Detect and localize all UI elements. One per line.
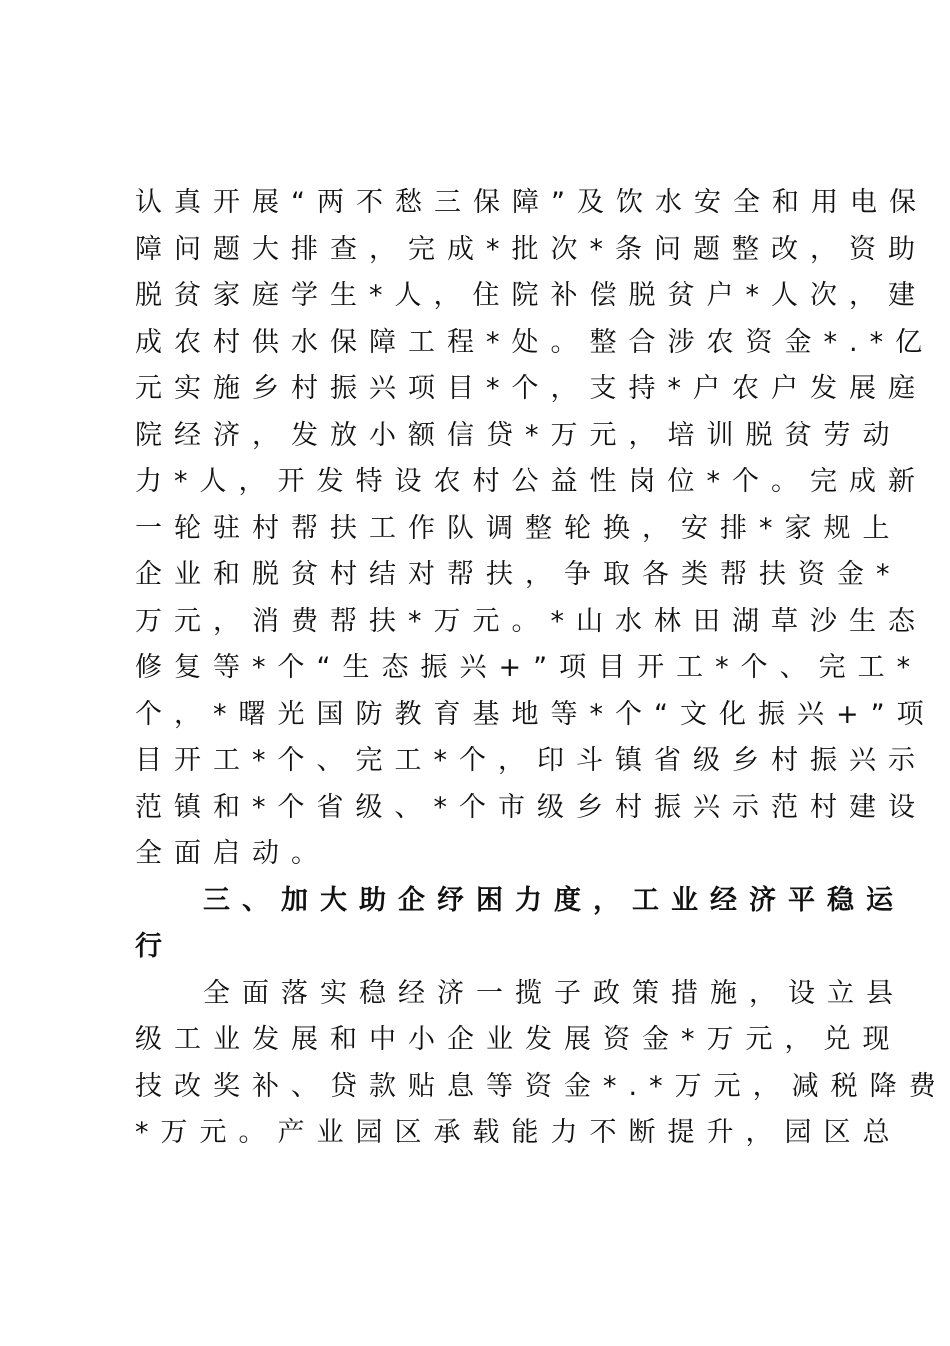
text-line: 元实施乡村振兴项目*个，支持*户农户发展庭 bbox=[135, 373, 927, 404]
text-line: 范镇和*个省级、*个市级乡村振兴示范村建设 bbox=[135, 791, 927, 823]
text-line: 企业和脱贫村结对帮扶，争取各类帮扶资金* bbox=[135, 559, 902, 590]
text-line: 脱贫家庭学生*人，住院补偿脱贫户*人次，建 bbox=[135, 280, 927, 311]
text-line: 万元，消费帮扶*万元。*山水林田湖草沙生态 bbox=[135, 605, 927, 637]
paragraph-industrial-economy bbox=[135, 971, 948, 1157]
heading-line: 行 bbox=[135, 931, 174, 962]
text-line: 级工业发展和中小企业发展资金*万元，兑现 bbox=[135, 1024, 902, 1055]
text-line: 技改奖补、贷款贴息等资金*.*万元，减税降费 bbox=[135, 1070, 948, 1102]
text-line: 成农村供水保障工程*处。整合涉农资金*.*亿 bbox=[135, 326, 935, 358]
heading-line: 三、加大助企纾困力度，工业经济平稳运 bbox=[203, 884, 905, 916]
text-line: 全面落实稳经济一揽子政策措施，设立县 bbox=[203, 977, 905, 1009]
text-line: 认真开展“两不愁三保障”及饮水安全和用电保 bbox=[135, 187, 928, 218]
text-line: 院经济，发放小额信贷*万元，培训脱贫劳动 bbox=[135, 419, 902, 451]
section-heading bbox=[135, 878, 905, 971]
text-line: 力*人，开发特设农村公益性岗位*个。完成新 bbox=[135, 466, 927, 497]
text-line: 修复等*个“生态振兴+”项目开工*个、完工* bbox=[135, 652, 923, 683]
text-line: 障问题大排查，完成*批次*条问题整改，资助 bbox=[135, 233, 927, 265]
text-line: 全面启动。 bbox=[135, 838, 330, 869]
text-line: 一轮驻村帮扶工作队调整轮换，安排*家规上 bbox=[135, 512, 902, 544]
text-line: 个，*曙光国防教育基地等*个“文化振兴+”项 bbox=[135, 698, 936, 730]
text-line: 目开工*个、完工*个，印斗镇省级乡村振兴示 bbox=[135, 745, 927, 776]
paragraph-rural-revitalization bbox=[135, 180, 936, 878]
text-line: *万元。产业园区承载能力不断提升，园区总 bbox=[135, 1117, 902, 1148]
document-body bbox=[135, 180, 948, 1157]
